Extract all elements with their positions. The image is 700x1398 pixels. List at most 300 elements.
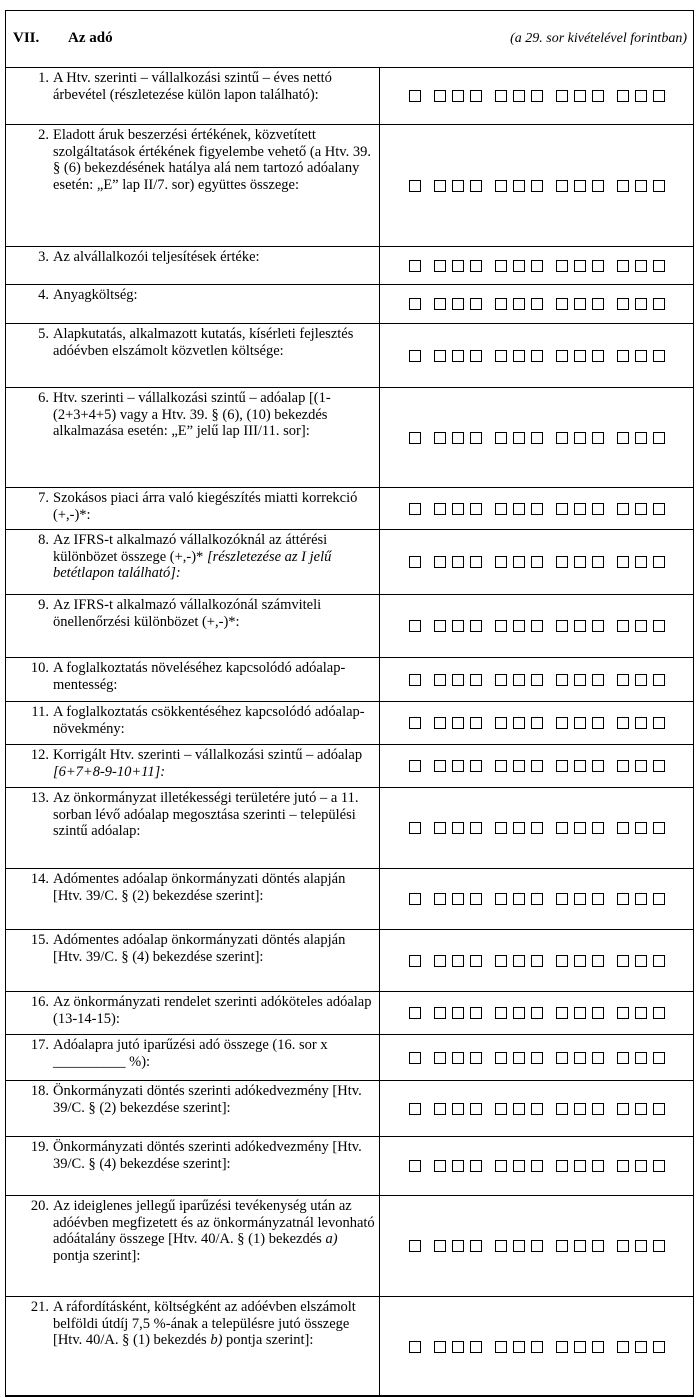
- digit-box[interactable]: [556, 955, 568, 967]
- digit-box[interactable]: [617, 503, 629, 515]
- digit-box[interactable]: [531, 1160, 543, 1172]
- digit-box[interactable]: [556, 1160, 568, 1172]
- digit-box[interactable]: [617, 432, 629, 444]
- digit-box[interactable]: [513, 1240, 525, 1252]
- section-header: [6, 11, 692, 67]
- digit-box[interactable]: [617, 1007, 629, 1019]
- digit-box[interactable]: [409, 674, 421, 686]
- digit-box[interactable]: [617, 298, 629, 310]
- digit-box[interactable]: [495, 503, 507, 515]
- digit-box[interactable]: [617, 893, 629, 905]
- digit-box[interactable]: [470, 822, 482, 834]
- amount-input-boxes[interactable]: [379, 1035, 694, 1080]
- digit-box[interactable]: [574, 822, 586, 834]
- digit-box[interactable]: [434, 350, 446, 362]
- digit-box[interactable]: [495, 556, 507, 568]
- digit-box[interactable]: [452, 822, 464, 834]
- digit-box[interactable]: [531, 955, 543, 967]
- amount-input-boxes[interactable]: [379, 1297, 694, 1396]
- digit-box[interactable]: [434, 1240, 446, 1252]
- digit-box[interactable]: [513, 90, 525, 102]
- digit-box[interactable]: [531, 556, 543, 568]
- digit-box[interactable]: [531, 1103, 543, 1115]
- digit-box[interactable]: [556, 556, 568, 568]
- digit-box[interactable]: [653, 556, 665, 568]
- digit-box[interactable]: [556, 1103, 568, 1115]
- digit-box[interactable]: [635, 1052, 647, 1064]
- digit-box[interactable]: [409, 717, 421, 729]
- digit-box[interactable]: [556, 674, 568, 686]
- digit-box[interactable]: [592, 893, 604, 905]
- amount-input-boxes[interactable]: [379, 324, 694, 387]
- amount-input-boxes[interactable]: [379, 930, 694, 991]
- digit-box[interactable]: [434, 260, 446, 272]
- digit-box[interactable]: [556, 298, 568, 310]
- amount-input-boxes[interactable]: [379, 788, 694, 868]
- digit-box[interactable]: [617, 350, 629, 362]
- digit-box[interactable]: [635, 717, 647, 729]
- digit-box[interactable]: [470, 1052, 482, 1064]
- digit-box[interactable]: [434, 298, 446, 310]
- digit-box[interactable]: [592, 1240, 604, 1252]
- digit-box[interactable]: [452, 1103, 464, 1115]
- digit-box[interactable]: [574, 1052, 586, 1064]
- digit-box[interactable]: [574, 1160, 586, 1172]
- digit-box[interactable]: [592, 180, 604, 192]
- digit-box[interactable]: [592, 503, 604, 515]
- digit-box[interactable]: [470, 180, 482, 192]
- digit-box[interactable]: [531, 620, 543, 632]
- digit-box[interactable]: [513, 260, 525, 272]
- digit-box[interactable]: [513, 955, 525, 967]
- digit-box[interactable]: [574, 298, 586, 310]
- digit-box[interactable]: [452, 1240, 464, 1252]
- digit-box[interactable]: [531, 432, 543, 444]
- digit-box[interactable]: [592, 350, 604, 362]
- digit-box[interactable]: [653, 432, 665, 444]
- digit-box[interactable]: [495, 674, 507, 686]
- digit-box[interactable]: [617, 1052, 629, 1064]
- digit-box[interactable]: [635, 620, 647, 632]
- digit-box[interactable]: [434, 955, 446, 967]
- digit-box[interactable]: [434, 432, 446, 444]
- digit-box[interactable]: [556, 1341, 568, 1353]
- digit-box[interactable]: [513, 350, 525, 362]
- digit-box[interactable]: [592, 90, 604, 102]
- digit-box[interactable]: [409, 260, 421, 272]
- digit-box[interactable]: [574, 503, 586, 515]
- digit-box[interactable]: [452, 90, 464, 102]
- digit-box[interactable]: [531, 674, 543, 686]
- digit-box[interactable]: [574, 180, 586, 192]
- digit-box[interactable]: [635, 432, 647, 444]
- digit-box[interactable]: [495, 717, 507, 729]
- digit-box[interactable]: [495, 1240, 507, 1252]
- digit-box[interactable]: [470, 1160, 482, 1172]
- digit-box[interactable]: [434, 1341, 446, 1353]
- digit-box[interactable]: [653, 822, 665, 834]
- digit-box[interactable]: [409, 350, 421, 362]
- digit-box[interactable]: [556, 180, 568, 192]
- digit-box[interactable]: [513, 717, 525, 729]
- digit-box[interactable]: [452, 1007, 464, 1019]
- digit-box[interactable]: [653, 298, 665, 310]
- digit-box[interactable]: [574, 674, 586, 686]
- digit-box[interactable]: [635, 893, 647, 905]
- digit-box[interactable]: [592, 822, 604, 834]
- digit-box[interactable]: [574, 1103, 586, 1115]
- digit-box[interactable]: [653, 955, 665, 967]
- digit-box[interactable]: [574, 620, 586, 632]
- digit-box[interactable]: [635, 1240, 647, 1252]
- digit-box[interactable]: [470, 260, 482, 272]
- digit-box[interactable]: [409, 432, 421, 444]
- digit-box[interactable]: [556, 503, 568, 515]
- digit-box[interactable]: [556, 432, 568, 444]
- digit-box[interactable]: [531, 503, 543, 515]
- digit-box[interactable]: [653, 760, 665, 772]
- digit-box[interactable]: [470, 620, 482, 632]
- amount-input-boxes[interactable]: [379, 388, 694, 487]
- digit-box[interactable]: [592, 1341, 604, 1353]
- digit-box[interactable]: [653, 1341, 665, 1353]
- digit-box[interactable]: [434, 503, 446, 515]
- digit-box[interactable]: [495, 1160, 507, 1172]
- digit-box[interactable]: [531, 822, 543, 834]
- digit-box[interactable]: [556, 760, 568, 772]
- digit-box[interactable]: [574, 760, 586, 772]
- amount-input-boxes[interactable]: [379, 488, 694, 529]
- digit-box[interactable]: [617, 1160, 629, 1172]
- digit-box[interactable]: [574, 90, 586, 102]
- digit-box[interactable]: [531, 760, 543, 772]
- digit-box[interactable]: [495, 90, 507, 102]
- digit-box[interactable]: [531, 1052, 543, 1064]
- digit-box[interactable]: [592, 556, 604, 568]
- digit-box[interactable]: [495, 1007, 507, 1019]
- digit-box[interactable]: [653, 1007, 665, 1019]
- digit-box[interactable]: [592, 1007, 604, 1019]
- digit-box[interactable]: [513, 1341, 525, 1353]
- digit-box[interactable]: [409, 180, 421, 192]
- digit-box[interactable]: [653, 180, 665, 192]
- digit-box[interactable]: [592, 620, 604, 632]
- digit-box[interactable]: [495, 955, 507, 967]
- digit-box[interactable]: [556, 822, 568, 834]
- digit-box[interactable]: [434, 822, 446, 834]
- digit-box[interactable]: [531, 260, 543, 272]
- digit-box[interactable]: [592, 260, 604, 272]
- digit-box[interactable]: [653, 674, 665, 686]
- digit-box[interactable]: [409, 503, 421, 515]
- digit-box[interactable]: [495, 760, 507, 772]
- digit-box[interactable]: [495, 1103, 507, 1115]
- digit-box[interactable]: [495, 350, 507, 362]
- amount-input-boxes[interactable]: [379, 68, 694, 124]
- digit-box[interactable]: [452, 298, 464, 310]
- digit-box[interactable]: [592, 1052, 604, 1064]
- digit-box[interactable]: [635, 298, 647, 310]
- digit-box[interactable]: [617, 1341, 629, 1353]
- digit-box[interactable]: [470, 432, 482, 444]
- digit-box[interactable]: [513, 556, 525, 568]
- amount-input-boxes[interactable]: [379, 702, 694, 744]
- amount-input-boxes[interactable]: [379, 125, 694, 246]
- digit-box[interactable]: [470, 556, 482, 568]
- digit-box[interactable]: [592, 1160, 604, 1172]
- digit-box[interactable]: [635, 955, 647, 967]
- digit-box[interactable]: [409, 893, 421, 905]
- digit-box[interactable]: [434, 1007, 446, 1019]
- digit-box[interactable]: [617, 822, 629, 834]
- digit-box[interactable]: [556, 260, 568, 272]
- digit-box[interactable]: [617, 90, 629, 102]
- digit-box[interactable]: [513, 760, 525, 772]
- digit-box[interactable]: [513, 1007, 525, 1019]
- digit-box[interactable]: [452, 556, 464, 568]
- digit-box[interactable]: [470, 298, 482, 310]
- digit-box[interactable]: [470, 955, 482, 967]
- digit-box[interactable]: [434, 180, 446, 192]
- digit-box[interactable]: [556, 350, 568, 362]
- digit-box[interactable]: [574, 955, 586, 967]
- digit-box[interactable]: [513, 503, 525, 515]
- digit-box[interactable]: [495, 260, 507, 272]
- digit-box[interactable]: [434, 760, 446, 772]
- digit-box[interactable]: [452, 180, 464, 192]
- digit-box[interactable]: [556, 90, 568, 102]
- digit-box[interactable]: [531, 893, 543, 905]
- digit-box[interactable]: [452, 893, 464, 905]
- digit-box[interactable]: [470, 350, 482, 362]
- digit-box[interactable]: [513, 620, 525, 632]
- digit-group: [617, 1103, 665, 1115]
- digit-box[interactable]: [513, 822, 525, 834]
- digit-box[interactable]: [495, 1341, 507, 1353]
- digit-box[interactable]: [409, 955, 421, 967]
- digit-box[interactable]: [574, 1007, 586, 1019]
- digit-box[interactable]: [495, 893, 507, 905]
- digit-box[interactable]: [531, 180, 543, 192]
- digit-box[interactable]: [635, 350, 647, 362]
- digit-box[interactable]: [495, 180, 507, 192]
- digit-box[interactable]: [409, 1103, 421, 1115]
- digit-box[interactable]: [409, 760, 421, 772]
- digit-box[interactable]: [556, 620, 568, 632]
- digit-box[interactable]: [495, 1052, 507, 1064]
- digit-box[interactable]: [617, 955, 629, 967]
- digit-box[interactable]: [592, 432, 604, 444]
- digit-box[interactable]: [409, 1160, 421, 1172]
- digit-box[interactable]: [434, 620, 446, 632]
- digit-box[interactable]: [653, 717, 665, 729]
- digit-box[interactable]: [617, 1240, 629, 1252]
- digit-box[interactable]: [434, 1160, 446, 1172]
- digit-box[interactable]: [531, 298, 543, 310]
- digit-box[interactable]: [513, 1103, 525, 1115]
- digit-box[interactable]: [635, 1160, 647, 1172]
- digit-box[interactable]: [470, 893, 482, 905]
- digit-box[interactable]: [495, 432, 507, 444]
- amount-input-boxes[interactable]: [379, 1196, 694, 1296]
- digit-box[interactable]: [635, 1341, 647, 1353]
- digit-box[interactable]: [617, 717, 629, 729]
- digit-box[interactable]: [452, 350, 464, 362]
- digit-box[interactable]: [592, 760, 604, 772]
- digit-box[interactable]: [556, 1007, 568, 1019]
- digit-box[interactable]: [653, 1160, 665, 1172]
- digit-box[interactable]: [653, 1240, 665, 1252]
- digit-box[interactable]: [653, 260, 665, 272]
- digit-box[interactable]: [513, 893, 525, 905]
- digit-box[interactable]: [574, 556, 586, 568]
- digit-box[interactable]: [556, 1240, 568, 1252]
- digit-box[interactable]: [513, 180, 525, 192]
- digit-group: [495, 674, 543, 686]
- digit-box[interactable]: [574, 260, 586, 272]
- digit-box[interactable]: [574, 350, 586, 362]
- amount-input-boxes[interactable]: [379, 530, 694, 594]
- digit-box[interactable]: [409, 822, 421, 834]
- digit-box[interactable]: [617, 674, 629, 686]
- digit-box[interactable]: [531, 1240, 543, 1252]
- digit-box[interactable]: [653, 350, 665, 362]
- digit-box[interactable]: [470, 90, 482, 102]
- digit-box[interactable]: [574, 1341, 586, 1353]
- digit-box[interactable]: [617, 556, 629, 568]
- digit-box[interactable]: [617, 180, 629, 192]
- digit-box[interactable]: [635, 556, 647, 568]
- digit-box[interactable]: [592, 298, 604, 310]
- digit-box[interactable]: [556, 717, 568, 729]
- digit-box[interactable]: [434, 1103, 446, 1115]
- digit-box[interactable]: [513, 1160, 525, 1172]
- digit-box[interactable]: [531, 1341, 543, 1353]
- digit-box[interactable]: [635, 503, 647, 515]
- digit-box[interactable]: [452, 1341, 464, 1353]
- digit-group: [409, 1007, 421, 1019]
- digit-box[interactable]: [452, 674, 464, 686]
- amount-input-boxes[interactable]: [379, 869, 694, 929]
- digit-box[interactable]: [531, 350, 543, 362]
- digit-box[interactable]: [409, 90, 421, 102]
- digit-box[interactable]: [513, 298, 525, 310]
- digit-box[interactable]: [617, 620, 629, 632]
- digit-box[interactable]: [653, 620, 665, 632]
- digit-box[interactable]: [452, 1052, 464, 1064]
- digit-box[interactable]: [513, 1052, 525, 1064]
- digit-box[interactable]: [635, 90, 647, 102]
- digit-box[interactable]: [495, 620, 507, 632]
- digit-box[interactable]: [495, 298, 507, 310]
- amount-input-boxes[interactable]: [379, 285, 694, 323]
- digit-box[interactable]: [574, 1240, 586, 1252]
- digit-box[interactable]: [653, 1052, 665, 1064]
- digit-box[interactable]: [452, 760, 464, 772]
- digit-box[interactable]: [470, 1240, 482, 1252]
- digit-box[interactable]: [635, 180, 647, 192]
- amount-input-boxes[interactable]: [379, 992, 694, 1034]
- digit-box[interactable]: [635, 822, 647, 834]
- digit-box[interactable]: [470, 717, 482, 729]
- row-text: Adómentes adóalap önkormányzati döntés alapján [Htv. 39/C. § (2) bekezdése szerint]:: [53, 871, 346, 904]
- digit-box[interactable]: [452, 955, 464, 967]
- digit-box[interactable]: [531, 90, 543, 102]
- digit-box[interactable]: [531, 1007, 543, 1019]
- digit-box[interactable]: [409, 620, 421, 632]
- digit-box[interactable]: [592, 955, 604, 967]
- amount-input-boxes[interactable]: [379, 1137, 694, 1195]
- digit-box[interactable]: [592, 674, 604, 686]
- digit-box[interactable]: [452, 620, 464, 632]
- digit-box[interactable]: [452, 503, 464, 515]
- digit-box[interactable]: [495, 822, 507, 834]
- digit-box[interactable]: [574, 432, 586, 444]
- amount-input-boxes[interactable]: [379, 658, 694, 701]
- digit-box[interactable]: [434, 1052, 446, 1064]
- digit-box[interactable]: [556, 1052, 568, 1064]
- digit-box[interactable]: [409, 1341, 421, 1353]
- digit-box[interactable]: [470, 1103, 482, 1115]
- digit-box[interactable]: [653, 893, 665, 905]
- digit-box[interactable]: [653, 90, 665, 102]
- digit-box[interactable]: [617, 760, 629, 772]
- digit-box[interactable]: [470, 1341, 482, 1353]
- digit-box[interactable]: [653, 1103, 665, 1115]
- digit-box[interactable]: [452, 432, 464, 444]
- digit-box[interactable]: [556, 893, 568, 905]
- digit-box[interactable]: [513, 674, 525, 686]
- digit-box[interactable]: [452, 717, 464, 729]
- digit-box[interactable]: [635, 1103, 647, 1115]
- digit-box[interactable]: [470, 503, 482, 515]
- digit-box[interactable]: [574, 717, 586, 729]
- digit-box[interactable]: [409, 298, 421, 310]
- digit-box[interactable]: [470, 1007, 482, 1019]
- digit-box[interactable]: [452, 1160, 464, 1172]
- digit-box[interactable]: [470, 760, 482, 772]
- digit-box[interactable]: [409, 1007, 421, 1019]
- digit-box[interactable]: [513, 432, 525, 444]
- digit-box[interactable]: [635, 760, 647, 772]
- digit-box[interactable]: [434, 893, 446, 905]
- amount-input-boxes[interactable]: [379, 595, 694, 657]
- amount-input-boxes[interactable]: [379, 1081, 694, 1136]
- digit-box[interactable]: [592, 717, 604, 729]
- digit-group: [617, 503, 665, 515]
- digit-box[interactable]: [617, 1103, 629, 1115]
- digit-box[interactable]: [434, 674, 446, 686]
- amount-input-boxes[interactable]: [379, 745, 694, 787]
- digit-box[interactable]: [574, 893, 586, 905]
- digit-box[interactable]: [409, 1240, 421, 1252]
- digit-box[interactable]: [635, 674, 647, 686]
- digit-box[interactable]: [409, 556, 421, 568]
- digit-box[interactable]: [470, 674, 482, 686]
- digit-box[interactable]: [653, 503, 665, 515]
- digit-box[interactable]: [434, 717, 446, 729]
- digit-box[interactable]: [531, 717, 543, 729]
- digit-box[interactable]: [635, 260, 647, 272]
- amount-input-boxes[interactable]: [379, 247, 694, 284]
- digit-box[interactable]: [617, 260, 629, 272]
- digit-box[interactable]: [635, 1007, 647, 1019]
- digit-box[interactable]: [434, 556, 446, 568]
- digit-box[interactable]: [409, 1052, 421, 1064]
- digit-box[interactable]: [434, 90, 446, 102]
- digit-box[interactable]: [452, 260, 464, 272]
- digit-box[interactable]: [592, 1103, 604, 1115]
